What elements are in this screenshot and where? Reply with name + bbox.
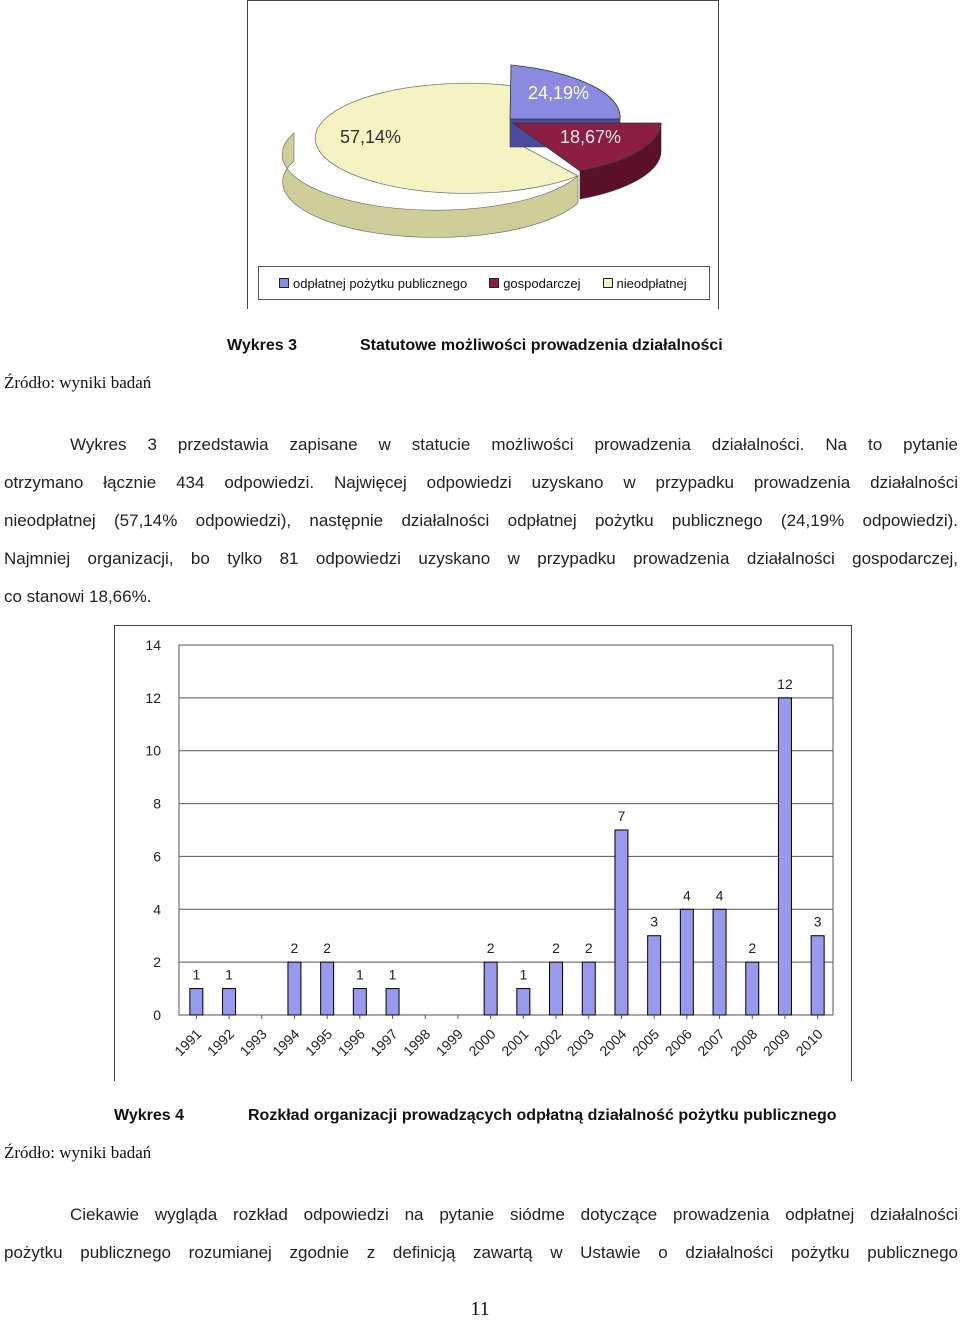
x-tick-label: 1997 <box>367 1025 401 1060</box>
x-tick-label: 2005 <box>628 1025 663 1060</box>
x-tick-label: 1998 <box>400 1025 434 1060</box>
page-number: 11 <box>470 1298 490 1320</box>
paragraph-line: otrzymano łącznie 434 odpowiedzi. Najwięcej odpowiedzi uzyskano w przypadku prowadzenia działalności <box>4 473 958 492</box>
x-tick-label: 2002 <box>530 1025 565 1060</box>
bar <box>778 698 791 1015</box>
bar-chart <box>115 626 851 1081</box>
legend-label: nieodpłatnej <box>616 275 687 291</box>
pie-label-gospodarczej: 18,67% <box>560 127 622 147</box>
data-label: 1 <box>225 966 233 983</box>
bar <box>517 989 530 1015</box>
legend-label: gospodarczej <box>503 275 581 291</box>
data-label: 4 <box>682 887 691 904</box>
x-tick-label: 1993 <box>236 1025 270 1060</box>
data-label: 2 <box>290 940 299 957</box>
bar <box>615 830 628 1015</box>
bar <box>484 962 497 1015</box>
data-label: 1 <box>519 966 528 983</box>
pie-label-nieodplatnej: 57,14% <box>340 127 402 147</box>
y-tick-label: 2 <box>153 954 161 971</box>
x-tick-label: 2009 <box>759 1025 794 1060</box>
data-label: 2 <box>748 940 757 957</box>
bar <box>713 909 726 1015</box>
legend-swatch <box>279 278 289 288</box>
figure-number: Wykres 4 <box>114 1107 184 1124</box>
data-label: 7 <box>617 808 626 824</box>
bar <box>321 962 334 1015</box>
x-tick-label: 2006 <box>661 1025 695 1060</box>
paragraph-line: Wykres 3 przedstawia zapisane w statucie możliwości prowadzenia działalności. Na to pytanie <box>70 435 958 454</box>
data-label: 2 <box>486 940 495 957</box>
body-paragraph <box>4 1196 958 1272</box>
bar <box>223 989 236 1015</box>
x-tick-label: 2007 <box>694 1025 728 1060</box>
figure-title: Rozkład organizacji prowadzących odpłatną działalność pożytku publicznego <box>248 1107 837 1124</box>
pie-legend <box>258 266 710 300</box>
bar-chart-frame <box>114 625 852 1081</box>
x-tick-label: 1999 <box>432 1025 467 1060</box>
paragraph-line: Ciekawie wygląda rozkład odpowiedzi na pytanie siódme dotyczące prowadzenia odpłatnej działalności <box>70 1205 958 1224</box>
paragraph-line: nieodpłatnej (57,14% odpowiedzi), następnie działalności odpłatnej pożytku publicznego (24,19% odpowiedzi). <box>4 511 958 530</box>
legend-swatch <box>489 278 499 288</box>
y-tick-label: 0 <box>153 1007 161 1023</box>
data-label: 1 <box>388 966 397 983</box>
x-tick-label: 1994 <box>269 1025 303 1060</box>
y-tick-label: 10 <box>145 742 161 759</box>
pie-label-odplatnej: 24,19% <box>528 83 590 103</box>
bar <box>353 989 366 1015</box>
source-note: Źródło: wyniki badań <box>4 373 152 392</box>
paragraph-line: co stanowi 18,66%. <box>4 587 152 606</box>
legend-item-nieodplatnej <box>603 276 687 291</box>
x-tick-label: 2001 <box>498 1025 532 1060</box>
pie-chart-frame <box>247 0 719 309</box>
x-tick-label: 1992 <box>203 1025 238 1060</box>
bar <box>746 962 759 1015</box>
body-paragraph <box>4 426 958 616</box>
paragraph-line: Najmniej organizacji, bo tylko 81 odpowiedzi uzyskano w przypadku prowadzenia działalności gospodarczej, <box>4 549 958 568</box>
data-label: 3 <box>650 913 659 930</box>
data-label: 1 <box>192 966 201 983</box>
bar <box>288 962 301 1015</box>
x-tick-label: 2000 <box>465 1025 499 1060</box>
figure-number: Wykres 3 <box>227 337 297 354</box>
data-label: 12 <box>777 675 793 692</box>
bar <box>386 989 399 1015</box>
figure-title: Statutowe możliwości prowadzenia działalności <box>360 337 723 354</box>
y-tick-label: 8 <box>153 795 161 812</box>
y-tick-label: 6 <box>153 848 161 865</box>
y-tick-label: 12 <box>145 689 161 706</box>
bar <box>550 962 563 1015</box>
x-tick-label: 2003 <box>563 1025 597 1060</box>
legend-swatch <box>603 278 613 288</box>
paragraph-line: pożytku publicznego rozumianej zgodnie z definicją zawartą w Ustawie o działalności pożytku publicznego <box>4 1243 958 1262</box>
x-tick-label: 1991 <box>171 1025 205 1060</box>
data-label: 2 <box>584 940 593 957</box>
legend-label: odpłatnej pożytku publicznego <box>293 275 468 291</box>
source-note: Źródło: wyniki badań <box>4 1143 152 1162</box>
bar <box>190 989 203 1015</box>
x-tick-label: 1996 <box>334 1025 368 1060</box>
x-tick-label: 2008 <box>727 1025 761 1060</box>
y-tick-label: 14 <box>145 637 161 653</box>
pie-chart <box>248 1 718 261</box>
y-tick-label: 4 <box>153 901 161 918</box>
data-label: 2 <box>323 940 332 957</box>
x-tick-label: 2010 <box>792 1025 826 1060</box>
x-tick-label: 2004 <box>596 1025 630 1060</box>
bar <box>680 909 693 1015</box>
data-label: 4 <box>715 887 724 904</box>
bar <box>811 936 824 1015</box>
x-tick-label: 1995 <box>301 1025 336 1060</box>
bar <box>648 936 661 1015</box>
legend-item-gospodarczej <box>489 276 580 291</box>
bar <box>582 962 595 1015</box>
legend-item-odplatnej <box>279 276 467 291</box>
data-label: 3 <box>813 913 822 930</box>
data-label: 2 <box>552 940 560 957</box>
data-label: 1 <box>355 966 364 983</box>
